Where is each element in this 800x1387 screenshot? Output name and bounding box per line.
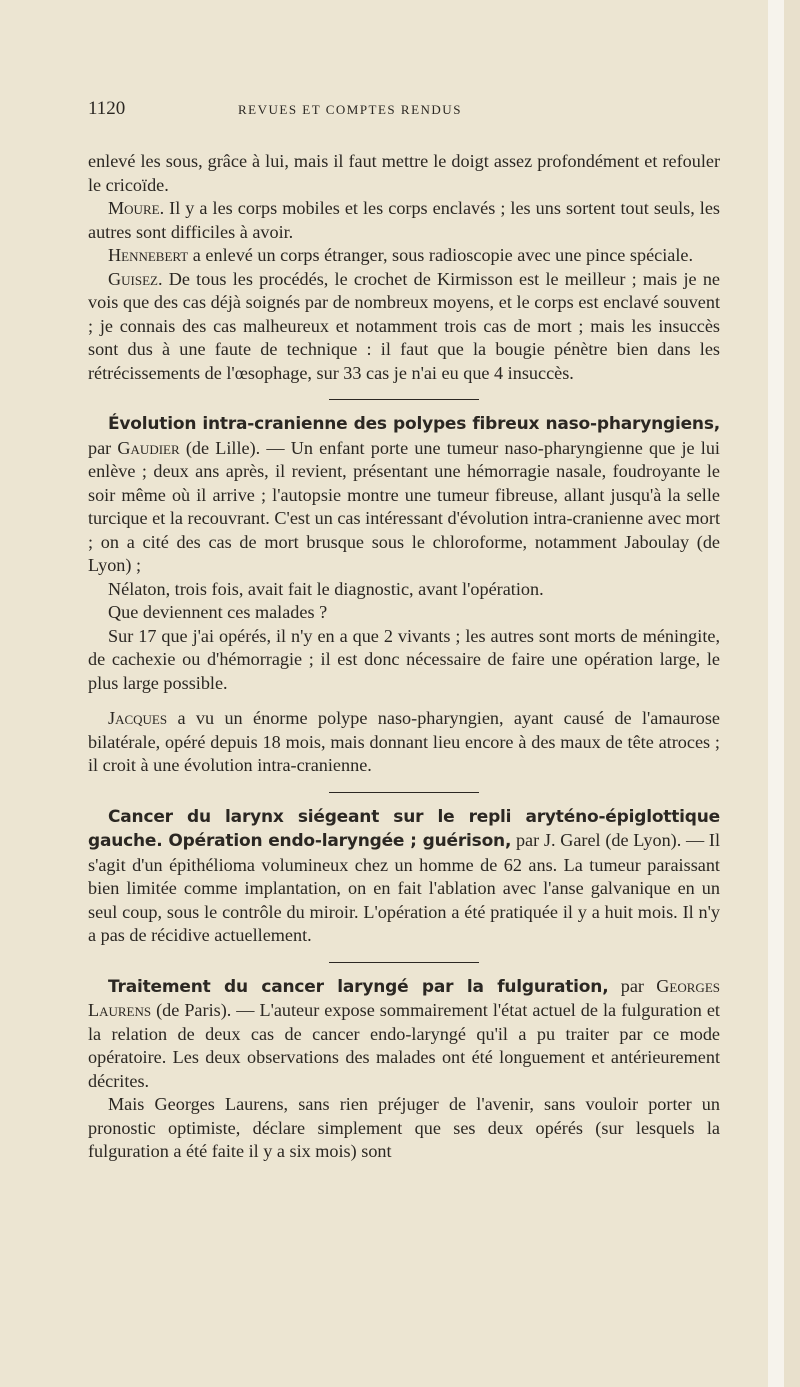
paragraph xyxy=(88,625,720,696)
page-header xyxy=(88,98,720,128)
speaker-name: Hennebert xyxy=(108,245,189,265)
paragraph xyxy=(88,150,720,197)
article-title: Évolution intra-cranienne des polypes fibreux naso-pharyngiens, xyxy=(108,414,720,434)
paragraph xyxy=(88,244,720,268)
paragraph-text: par J. Garel (de Lyon). — Il s'agit d'un épithélioma volumineux chez un homme de 62 ans. La tumeur paraissant bien limitée comme implantation, on en fait l'ablation avec l'anse galvanique en un seul coup, sous le contrôle du miroir. L'opération a été pratiquée il y a huit mois. Il n'y a pas de récidive actuellement. xyxy=(88,830,720,945)
paragraph xyxy=(88,1093,720,1164)
page-number: 1120 xyxy=(88,98,126,119)
section-corps-etrangers xyxy=(88,150,720,385)
section-divider xyxy=(329,962,479,963)
author-name: Georges Laurens xyxy=(88,975,720,1020)
article-title: Traitement du cancer laryngé par la fulguration, xyxy=(108,976,609,997)
page-edge xyxy=(768,0,784,1387)
section-divider xyxy=(329,399,479,400)
section-cancer-larynx xyxy=(88,805,720,948)
paragraph-text: a vu un énorme polype naso-pharyngien, ayant causé de l'amaurose bilatérale, opéré depuis 18 mois, mais donnant lieu encore à des maux de tête atroces ; il croit à une évolution intra-cranienne. xyxy=(88,708,720,775)
paragraph xyxy=(88,707,720,778)
paragraph-text: Sur 17 que j'ai opérés, il n'y en a que 2 vivants ; les autres sont morts de méningite, de cachexie ou d'hémorragie ; il est donc nécessaire de faire une opération large, le plus large possible. xyxy=(88,625,720,693)
running-title: REVUES ET COMPTES RENDUS xyxy=(238,102,462,117)
paragraph-text: Nélaton, trois fois, avait fait le diagnostic, avant l'opération. xyxy=(108,578,544,599)
speaker-name: Guisez xyxy=(108,268,158,289)
paragraph-text: a enlevé un corps étranger, sous radioscopie avec une pince spéciale. xyxy=(188,245,694,265)
paragraph-text: Que deviennent ces malades ? xyxy=(108,602,328,622)
section-fulguration xyxy=(88,975,720,1164)
paragraph-text: (de Paris). — L'auteur expose sommairement l'état actuel de la fulguration et la relation de deux cas de cancer endo-laryngé qu'il a pu traiter par ce mode opératoire. Les deux observations des malades ont été longuement et antérieurement décrites. xyxy=(88,1000,720,1091)
section-divider xyxy=(329,792,479,793)
paragraph-text: . De tous les procédés, le crochet de Kirmisson est le meilleur ; mais je ne vois que des cas déjà soignés par de nombreux moyens, et le corps est enclavé souvent ; je connais des cas malheureux et notamment trois cas de mort ; mais les insuccès sont dus à une faute de technique : il faut que la bougie pénètre bien dans les rétrécissements de l'œsophage, sur 33 cas je n'ai eu que 4 insuccès. xyxy=(88,268,720,383)
author-name: Gaudier xyxy=(117,437,180,458)
paragraph-gap xyxy=(88,695,720,707)
paragraph xyxy=(88,578,720,602)
paragraph-text: Mais Georges Laurens, sans rien préjuger de l'avenir, sans vouloir porter un pronostic optimiste, déclare simplement que ses deux opérés (sur lesquels la fulguration a été faite il y a six mois) sont xyxy=(88,1094,720,1161)
paragraph-text: par xyxy=(88,437,118,458)
section-polypes xyxy=(88,412,720,778)
paragraph xyxy=(88,412,720,578)
paragraph-text: par xyxy=(608,975,657,996)
paragraph-text: enlevé les sous, grâce à lui, mais il faut mettre le doigt assez profondément et refouler le cricoïde. xyxy=(88,151,720,195)
paragraph xyxy=(88,601,720,625)
speaker-name: Moure xyxy=(108,198,160,218)
paragraph-text: (de Lille). — Un enfant porte une tumeur naso-pharyngienne que je lui enlève ; deux ans après, il revient, présentant une hémorragie nasale, foudroyante le soir même où il arrive ; l'autopsie montre une tumeur fibreuse, allant jusqu'à la selle turcique et la recouvrant. C'est un cas intéressant d'évolution intra-cranienne avec mort ; on a cité des cas de mort brusque sous le chloroforme, notamment Jaboulay (de Lyon) ; xyxy=(88,437,720,575)
paragraph xyxy=(88,975,720,1094)
article-title: Cancer du larynx siégeant sur le repli aryténo-épiglottique gauche. Opération endo-laryngée ; guérison, xyxy=(88,806,720,851)
paragraph-text: . Il y a les corps mobiles et les corps enclavés ; les uns sortent tout seuls, les autres sont difficiles à avoir. xyxy=(88,198,720,242)
paragraph xyxy=(88,805,720,948)
speaker-name: Jacques xyxy=(108,708,168,728)
paragraph xyxy=(88,268,720,386)
paragraph xyxy=(88,197,720,244)
